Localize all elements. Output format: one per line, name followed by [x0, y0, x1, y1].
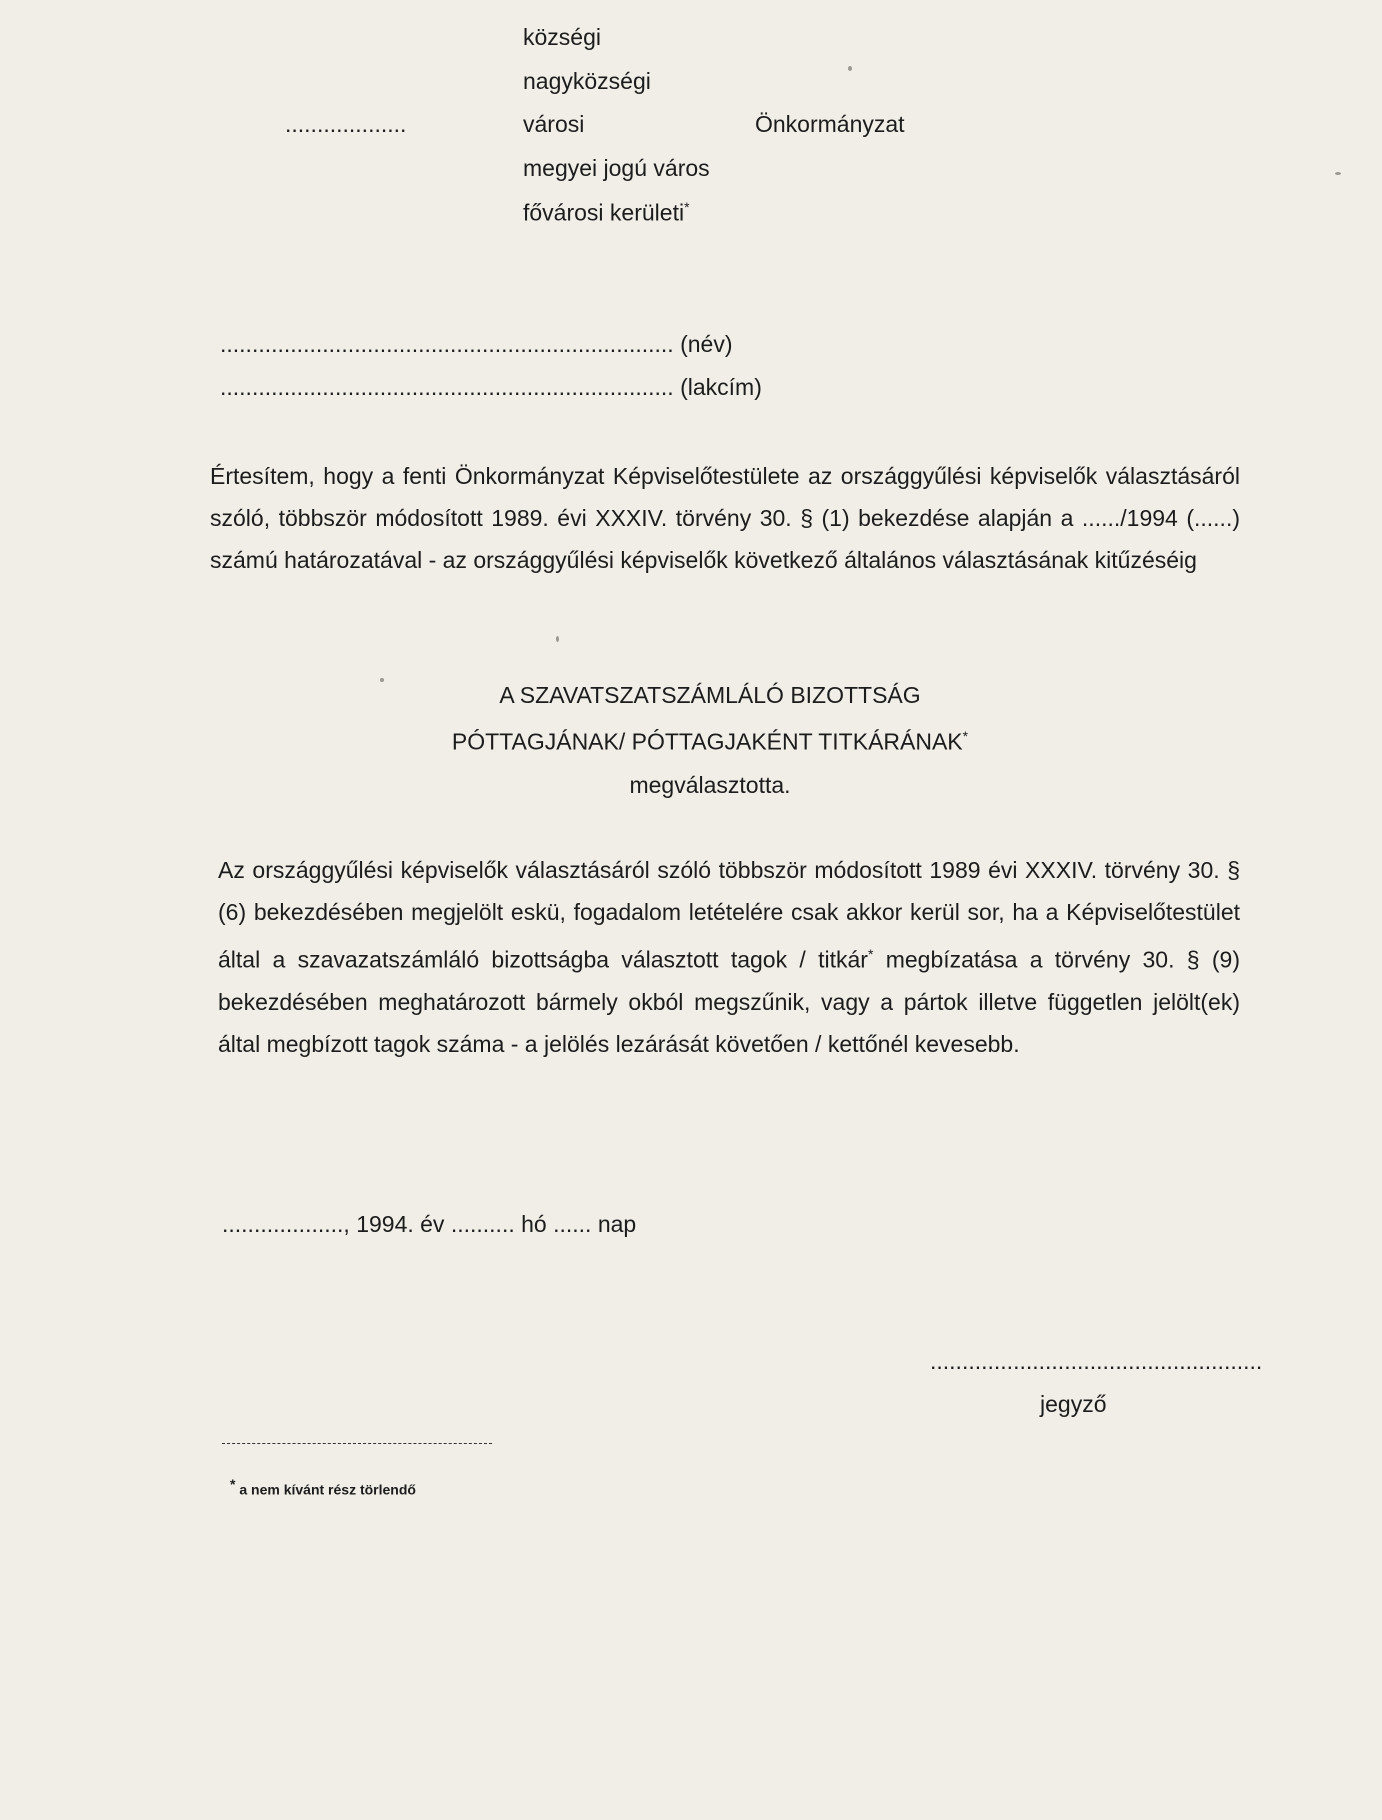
address-dots: ....................................................................... — [220, 374, 674, 400]
municipality-type-5-label: fővárosi kerületi — [523, 199, 685, 226]
name-field — [220, 333, 733, 356]
municipality-type-3: városi — [523, 111, 585, 137]
header-title: Önkormányzat — [755, 111, 905, 137]
committee-subheading-text: PÓTTAGJÁNAK/ PÓTTAGJAKÉNT TITKÁRÁNAK — [451, 728, 963, 755]
signature-dots: .................................................... — [930, 1348, 1263, 1374]
address-field — [220, 376, 762, 399]
oath-paragraph-part2: megbízatása a törvény 30. § (9) bekezdésében meghatározott bármely okból megszűnik, vagy a pártok illetve független jelölt(ek) által megbízott tagok száma - a jelölés lezárását követően / kettőnél kevesebb. — [218, 946, 1240, 1057]
municipality-type-4: megyei jogú város — [523, 155, 710, 181]
name-dots: ....................................................................... — [220, 331, 674, 357]
scan-speck — [556, 636, 559, 642]
footnote-marker: * — [867, 946, 874, 962]
footnote-separator — [222, 1443, 492, 1444]
footnote-marker: * — [230, 1476, 236, 1492]
scan-speck — [380, 678, 384, 682]
oath-paragraph-part1: Az országgyűlési képviselők választásáról szóló többször módosított 1989 évi XXXIV. törvény 30. § (6) bekezdésében megjelölt eskü, fogadalom letételére csak akkor kerül sor, ha a Képviselőtestület által a szavazatszámláló bizottságba választott tagok / titkár — [218, 857, 1240, 973]
committee-subheading — [300, 729, 1120, 754]
signature-label: jegyző — [1040, 1391, 1107, 1417]
elected-text: megválasztotta. — [629, 772, 791, 798]
scan-speck — [1335, 172, 1341, 175]
footnote-marker: * — [684, 199, 690, 215]
date-line: ..................., 1994. év .......... hó ...... nap — [222, 1211, 637, 1237]
municipality-type-5 — [523, 200, 690, 225]
oath-paragraph — [218, 849, 1240, 1065]
footnote-marker: * — [962, 728, 969, 744]
scan-speck — [848, 66, 852, 71]
notification-paragraph: Értesítem, hogy a fenti Önkormányzat Képviselőtestülete az országgyűlési képviselők választásáról szóló, többször módosított 1989. évi XXXIV. törvény 30. § (1) bekezdése alapján a ....../1994 (......) számú határozatával - az országgyűlési képviselők következő általános választásának kitűzéséig — [210, 463, 1240, 573]
footnote-text: a nem kívánt rész törlendő — [239, 1481, 416, 1498]
municipality-type-1: községi — [523, 24, 601, 50]
footnote — [230, 1476, 416, 1498]
municipality-type-2: nagyközségi — [523, 68, 651, 94]
committee-heading: A SZAVATSZATSZÁMLÁLÓ BIZOTTSÁG — [499, 682, 921, 708]
municipality-name-blank: ................... — [285, 111, 407, 137]
address-label: (lakcím) — [680, 374, 762, 400]
name-label: (név) — [680, 331, 733, 357]
